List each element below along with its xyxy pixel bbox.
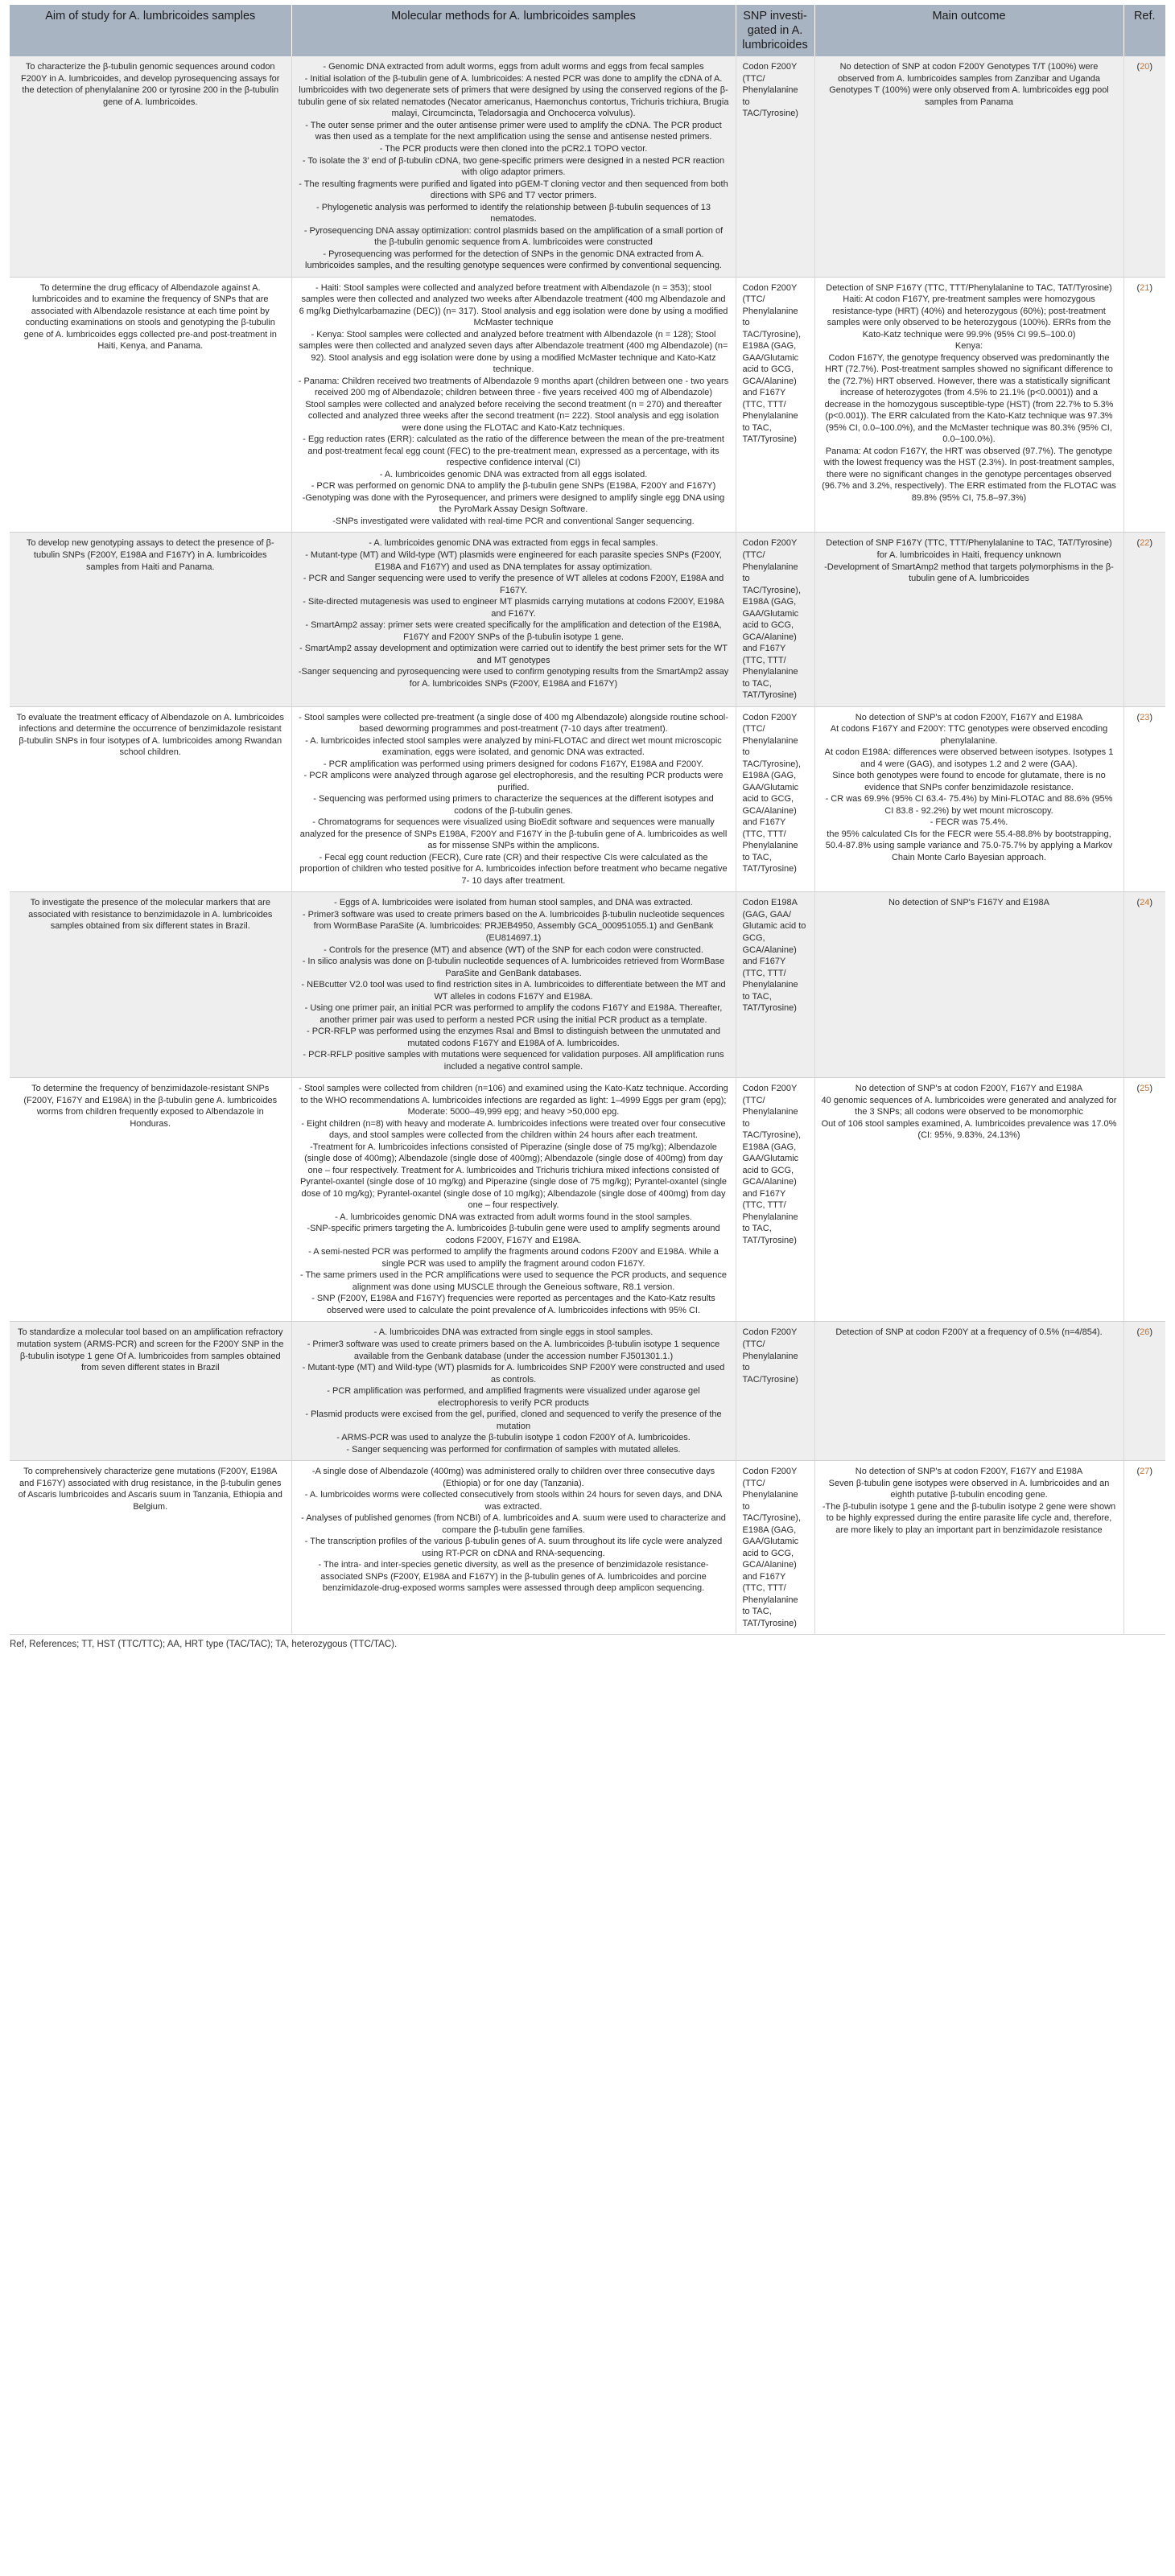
method-line: -SNP-specific primers targeting the A. lumbricoides β-tubulin gene were used to amplify segments around codons F200Y, F167Y and E198A.: [307, 1224, 720, 1245]
method-line: - The outer sense primer and the outer antisense primer were used to amplify the cDNA. The PCR product was then used as a template for the next amplification using the sense and antisense nested primers.: [305, 120, 722, 142]
method-line: Stool samples were collected and analyzed before receiving the second treatment (n = 270) and thereafter collected and analyzed three weeks after the second treatment (n= 222). Stool analysis and egg isolation were done using the FLOTAC and Kato-Katz techniques.: [305, 399, 722, 433]
method-line: - Mutant-type (MT) and Wild-type (WT) plasmids for A. lumbricoides SNP F200Y were constructed and used as controls.: [302, 1363, 725, 1385]
method-line: - Fecal egg count reduction (FECR), Cure rate (CR) and their respective CIs were calculated as the proportion of children who tested positive for A. lumbricoides infection before treatment who became negative 7- 10 days after treatment.: [299, 852, 728, 886]
cell-aim: To standardize a molecular tool based on an amplification refractory mutation system (ARMS-PCR) and screen for the F200Y SNP in the β-tubulin isotype 1 gene Of A. lumbricoides from samples obtained from seven different states in Brazil: [10, 1322, 291, 1461]
cell-outcome: [814, 1322, 1123, 1461]
method-line: - The PCR products were then cloned into the pCR2.1 TOPO vector.: [379, 143, 648, 154]
cell-methods: [291, 892, 736, 1078]
outcome-line: Codon F167Y, the genotype frequency observed was predominantly the HRT (72.7%). Post-treatment samples showed no significant difference to the (72.7%) HRT observed. However, there was a statistically significant increase of heterozygotes (from 4.5% to 21.1% (p<0.0001)) and a decrease in the homozygous susceptible-type (HST) (from 22.7% to 5.3% (p<0.001)). The ERR calculated from the Kato-Katz technique was 97.3% (95% CI, 0.0–100.0%), and the McMaster technique was 80.3% (95% CI, 0.0–100.0%).: [824, 352, 1114, 445]
cell-methods: [291, 1322, 736, 1461]
cell-snp: Codon F200Y (TTC/ Phenylalanine to TAC/Tyrosine), E198A (GAG, GAA/Glutamic acid to GCG, GCA/Alanine) and F167Y (TTC, TTT/ Phenylalanine to TAC, TAT/Tyrosine): [736, 533, 814, 706]
cell-snp: Codon F200Y (TTC/ Phenylalanine to TAC/Tyrosine), E198A (GAG, GAA/Glutamic acid to GCG, GCA/Alanine) and F167Y (TTC, TTT/ Phenylalanine to TAC, TAT/Tyrosine): [736, 277, 814, 533]
cell-snp: Codon F200Y (TTC/ Phenylalanine to TAC/Tyrosine): [736, 1322, 814, 1461]
method-line: - A. lumbricoides infected stool samples were analyzed by mini-FLOTAC and direct wet mount microscopic examination, eggs were isolated, and genomic DNA was extracted.: [305, 735, 722, 758]
cell-snp: Codon F200Y (TTC/ Phenylalanine to TAC/Tyrosine): [736, 56, 814, 277]
outcome-line: No detection of SNP's at codon F200Y, F167Y and E198A: [855, 1467, 1083, 1477]
outcome-line: Haiti: At codon F167Y, pre-treatment samples were homozygous resistance-type (HRT) (40%) and heterozygous (60%); post-treatment samples were only observed to be heterozygous (100%). ERRs from the Kato-Katz technique were 99.9% (95% CI 99.5–100.0): [827, 294, 1111, 339]
cell-ref: (24): [1123, 892, 1165, 1078]
method-line: - Controls for the presence (MT) and absence (WT) of the SNP for each codon were constructed.: [324, 944, 703, 955]
reference-link[interactable]: 25: [1140, 1084, 1150, 1094]
method-line: - Sanger sequencing was performed for confirmation of samples with mutated alleles.: [346, 1444, 681, 1455]
method-line: - Sequencing was performed using primers to characterize the sequences at the different isotypes and codons of the β-tubulin genes.: [313, 794, 714, 816]
method-line: - Stool samples were collected pre-treatment (a single dose of 400 mg Albendazole) alongside routine school-based deworming programmes and post-treatment (7-10 days after treatment).: [299, 712, 728, 735]
outcome-line: the 95% calculated CIs for the FECR were 55.4-88.8% by bootstrapping, 50.4-87.8% using sample variance and 75.0-75.7% by applying a Markov Chain Monte Carlo Bayesian approach.: [825, 829, 1113, 862]
cell-ref: (25): [1123, 1078, 1165, 1322]
outcome-line: -The β-tubulin isotype 1 gene and the β-tubulin isotype 2 gene were shown to be highly expressed during the entire parasite life cycle and, therefore, are more likely to play an important part in benzimidazole resistance: [822, 1501, 1116, 1535]
cell-snp: Codon F200Y (TTC/ Phenylalanine to TAC/Tyrosine), E198A (GAG, GAA/Glutamic acid to GCG, GCA/Alanine) and F167Y (TTC, TTT/ Phenylalanine to TAC, TAT/Tyrosine): [736, 1461, 814, 1635]
method-line: - SNP (F200Y, E198A and F167Y) frequencies were reported as percentages and the Kato-Katz results observed were used to calculate the point prevalence of A. lumbricoides infections with 95% CI.: [311, 1294, 715, 1315]
outcome-line: Detection of SNP at codon F200Y at a frequency of 0.5% (n=4/854).: [835, 1327, 1103, 1338]
method-line: - PCR amplification was performed, and amplified fragments were visualized under agarose gel electrophoresis to verify PCR products: [327, 1386, 700, 1408]
outcome-line: -Development of SmartAmp2 method that targets polymorphisms in the β-tubulin gene of A. lumbricoides: [824, 562, 1114, 584]
table-row: [10, 1322, 1165, 1461]
studies-table: [10, 5, 1165, 1635]
method-line: - PCR amplification was performed using primers designed for codons F167Y, E198A and F200Y.: [323, 759, 704, 769]
outcome-line: At codon E198A: differences were observed between isotypes. Isotypes 1 and 4 were (GAG), and isotypes 1.2 and 2 were (GAA).: [824, 747, 1114, 769]
outcome-line: Seven β-tubulin gene isotypes were observed in A. lumbricoides and an eighth putative β-tubulin encoding gene.: [828, 1478, 1110, 1500]
cell-snp: Codon F200Y (TTC/ Phenylalanine to TAC/Tyrosine), E198A (GAG, GAA/Glutamic acid to GCG, GCA/Alanine) and F167Y (TTC, TTT/ Phenylalanine to TAC, TAT/Tyrosine): [736, 1078, 814, 1322]
method-line: - The transcription profiles of the various β-tubulin genes of A. suum throughout its life cycle were analyzed using RT-PCR on cDNA and RNA-sequencing.: [304, 1537, 723, 1558]
table-row: [10, 1461, 1165, 1635]
method-line: - SmartAmp2 assay development and optimization were carried out to identify the best primer sets for the WT and MT genotypes: [299, 644, 728, 665]
method-line: - A. lumbricoides genomic DNA was extracted from all eggs isolated.: [379, 469, 648, 479]
method-line: - Pyrosequencing DNA assay optimization: control plasmids based on the amplification of a small portion of the β-tubulin genomic sequence from A. lumbricoides were constructed: [303, 225, 724, 248]
method-line: - The intra- and inter-species genetic diversity, as well as the presence of benzimidazole resistance-associated SNPs (F200Y, E198A and F167Y) in the β-tubulin genes of A. lumbricoides and porcine benzimidazole-drug-exposed worms samples were assessed through deep amplicon sequencing.: [318, 1560, 709, 1594]
outcome-line: Since both genotypes were found to encode for glutamate, there is no evidence that SNPs confer benzimidazole resistance.: [832, 771, 1106, 792]
reference-link[interactable]: 24: [1140, 898, 1150, 908]
outcome-line: Detection of SNP F167Y (TTC, TTT/Phenylalanine to TAC, TAT/Tyrosine) for A. lumbricoides in Haiti, frequency unknown: [826, 538, 1112, 560]
method-line: - PCR amplicons were analyzed through agarose gel electrophoresis, and the resulting PCR products were purified.: [303, 771, 724, 792]
method-line: - Plasmid products were excised from the gel, purified, cloned and sequenced to verify the presence of the mutation: [305, 1409, 722, 1431]
method-line: - SmartAmp2 assay: primer sets were created specifically for the amplification and detection of the E198A, F167Y and F200Y SNPs of the β-tubulin isotype 1 gene.: [305, 620, 722, 642]
table-row: [10, 277, 1165, 533]
outcome-line: No detection of SNP's F167Y and E198A: [888, 898, 1050, 908]
method-line: - Chromatograms for sequences were visualized using BioEdit software and sequences were manually analyzed for the presence of SNPs E198A, F200Y and F167Y in the β-tubulin gene of A. lumbricoides as well as for missense SNPs within the amplicons.: [299, 817, 728, 851]
cell-methods: [291, 533, 736, 706]
cell-ref: (21): [1123, 277, 1165, 533]
reference-link[interactable]: 23: [1140, 712, 1150, 722]
reference-link[interactable]: 21: [1140, 282, 1150, 293]
method-line: - The resulting fragments were purified and ligated into pGEM-T cloning vector and then sequenced from both directions with SP6 and T7 vector primers.: [299, 179, 728, 201]
method-line: - The same primers used in the PCR amplifications were used to sequence the PCR products, and sequence alignment was done using MUSCLE through the Geneious software, R8.1 version.: [300, 1270, 727, 1292]
cell-ref: (23): [1123, 706, 1165, 892]
cell-aim: To comprehensively characterize gene mutations (F200Y, E198A and F167Y) associated with drug resistance, in the β-tubulin genes of Ascaris lumbricoides and Ascaris suum in Tanzania, Ethiopia and Belgium.: [10, 1461, 291, 1635]
method-line: -Sanger sequencing and pyrosequencing were used to confirm genotyping results from the SmartAmp2 assay for A. lumbricoides SNPs (F200Y, E198A and F167Y): [298, 667, 729, 689]
header-aim: Aim of study for A. lumbricoides samples: [10, 5, 291, 56]
method-line: - Stool samples were collected from children (n=106) and examined using the Kato-Katz technique. According to the WHO recommendations A. lumbricoides infections are regarded as light: 1–4999 Eggs per gram (epg); Moderate: 5000–49,999 epg; and heavy >50,000 epg.: [299, 1084, 728, 1117]
cell-outcome: [814, 277, 1123, 533]
outcome-line: - FECR was 75.4%.: [930, 817, 1008, 828]
outcome-line: At codons F167Y and F200Y: TTC genotypes were observed encoding phenylalanine.: [830, 724, 1108, 746]
cell-ref: (27): [1123, 1461, 1165, 1635]
cell-aim: To investigate the presence of the molecular markers that are associated with resistance to benzimidazole in A. lumbricoides samples obtained from six different states in Brazil.: [10, 892, 291, 1078]
method-line: - Site-directed mutagenesis was used to engineer MT plasmids carrying mutations at codons F200Y, E198A and F167Y.: [303, 597, 724, 619]
outcome-line: No detection of SNP at codon F200Y Genotypes T/T (100%) were observed from A. lumbricoides samples from Zanzibar and Uganda Genotypes T (100%) were only observed from A. lumbricoides egg pool samples from Panama: [829, 62, 1109, 107]
method-line: - Primer3 software was used to create primers based on the A. lumbricoides β-tubulin nucleotide sequences from WormBase ParaSite (A. lumbricoides: PRJEB4950, Assembly GCA_000951055.1) and GenBank (EU814697.1): [302, 909, 725, 943]
cell-methods: [291, 1461, 736, 1635]
method-line: - A semi-nested PCR was performed to amplify the fragments around codons F200Y and E198A. While a single PCR was used to amplify the fragment around codon F167Y.: [308, 1247, 719, 1269]
cell-ref: (22): [1123, 533, 1165, 706]
cell-outcome: [814, 1461, 1123, 1635]
method-line: - Panama: Children received two treatments of Albendazole 9 months apart (children between one - two years received 200 mg of Albendazole; children between three - five years received 400 mg of Albendazole): [298, 376, 729, 398]
header-outcome: Main outcome: [814, 5, 1123, 56]
reference-link[interactable]: 20: [1140, 62, 1150, 72]
reference-link[interactable]: 27: [1140, 1467, 1150, 1477]
method-line: - PCR and Sanger sequencing were used to verify the presence of WT alleles at codons F200Y, E198A and F167Y.: [303, 574, 724, 595]
method-line: -SNPs investigated were validated with real-time PCR and conventional Sanger sequencing.: [332, 516, 695, 526]
cell-outcome: [814, 706, 1123, 892]
outcome-line: Panama: At codon F167Y, the HRT was observed (97.7%). The genotype with the lowest frequency was the HST (2.3%). In post-treatment samples, there were no significant changes in the genotype percentages observed (96.7% and 3.2%, respectively). The ERR estimated from the FLOTAC was 89.8% (95% CI, 75.8–97.3%): [822, 446, 1116, 503]
header-ref: Ref.: [1123, 5, 1165, 56]
table-row: [10, 706, 1165, 892]
table-header-row: [10, 5, 1165, 56]
cell-methods: [291, 1078, 736, 1322]
outcome-line: Kenya:: [954, 341, 983, 352]
cell-aim: To develop new genotyping assays to detect the presence of β-tubulin SNPs (F200Y, E198A and F167Y) in A. lumbricoides samples from Haiti and Panama.: [10, 533, 291, 706]
table-row: [10, 1078, 1165, 1322]
method-line: - Mutant-type (MT) and Wild-type (WT) plasmids were engineered for each parasite species SNPs (F200Y, E198A and F167Y) and used as DNA templates for assay optimization.: [305, 550, 722, 572]
table-body: [10, 56, 1165, 1635]
method-line: - NEBcutter V2.0 tool was used to find restriction sites in A. lumbricoides to differentiate between the MT and WT alleles in codons F167Y and E198A.: [301, 980, 726, 1002]
cell-snp: Codon E198A (GAG, GAA/ Glutamic acid to GCG, GCA/Alanine) and F167Y (TTC, TTT/ Phenylalanine to TAC, TAT/Tyrosine): [736, 892, 814, 1078]
cell-ref: (20): [1123, 56, 1165, 277]
method-line: -Treatment for A. lumbricoides infections consisted of Piperazine (single dose of 75 mg/kg); Albendazole (single dose of 400mg); Albendazole (single dose of 400mg); Albendazole (single dose of 400mg) from day one – four respectively. Treatment for A. lumbricoides and Trichuris trichiura mixed infections consisted of Pyrantel-oxantel (single dose of 10 mg/kg) and Piperazine (single dose of 75 mg/kg); Pyrantel-oxantel (single dose of 10 mg/kg); Pyrantel-oxantel (single dose of 10 mg/kg); Albendazole (single dose of 400mg) from day one – four respectively.: [299, 1142, 728, 1211]
method-line: - Eight children (n=8) with heavy and moderate A. lumbricoides infections were treated over four consecutive days, and stool samples were collected from the children within 24 hours after each treatment.: [301, 1118, 726, 1141]
method-line: - Primer3 software was used to create primers based on the A. lumbricoides β-tubulin isotype 1 sequence available from the Genbank database (under the accession number FJ501301.1.): [307, 1339, 720, 1361]
method-line: - ARMS-PCR was used to analyze the β-tubulin isotype 1 codon F200Y of A. lumbricoides.: [336, 1433, 691, 1443]
outcome-line: Detection of SNP F167Y (TTC, TTT/Phenylalanine to TAC, TAT/Tyrosine): [826, 282, 1112, 293]
method-line: - Analyses of published genomes (from NCBI) of A. lumbricoides and A. suum were used to characterize and compare the β-tubulin gene families.: [301, 1513, 726, 1535]
cell-outcome: [814, 533, 1123, 706]
method-line: - To isolate the 3′ end of β-tubulin cDNA, two gene-specific primers were designed in a nested PCR reaction with oligo adaptor primers.: [302, 155, 725, 178]
cell-aim: To determine the drug efficacy of Albendazole against A. lumbricoides and to examine the frequency of SNPs that are associated with Albendazole resistance at each time point by conducting examinations on stools and genotyping the β-tubulin gene of A. lumbricoides eggs collected pre-and post-treatment in Haiti, Kenya, and Panama.: [10, 277, 291, 533]
table-row: [10, 56, 1165, 277]
method-line: - PCR-RFLP positive samples with mutations were sequenced for validation purposes. All amplification runs included a negative control sample.: [303, 1050, 724, 1072]
table-row: [10, 533, 1165, 706]
outcome-line: - CR was 69.9% (95% CI 63.4- 75.4%) by Mini-FLOTAC and 88.6% (95% CI 83.8 - 92.2%) by wet mount microscopy.: [825, 794, 1113, 816]
cell-outcome: [814, 892, 1123, 1078]
method-line: - Egg reduction rates (ERR): calculated as the ratio of the difference between the mean of the pre-treatment and post-treatment fecal egg count (FEC) to the pre-treatment mean, expressed as a percentage, with its respective confidence interval (CI): [303, 434, 724, 468]
method-line: - A. lumbricoides genomic DNA was extracted from adult worms found in the stool samples.: [335, 1212, 692, 1222]
cell-snp: Codon F200Y (TTC/ Phenylalanine to TAC/Tyrosine), E198A (GAG, GAA/Glutamic acid to GCG, GCA/Alanine) and F167Y (TTC, TTT/ Phenylalanine to TAC, TAT/Tyrosine): [736, 706, 814, 892]
method-line: - A. lumbricoides DNA was extracted from single eggs in stool samples.: [373, 1327, 653, 1338]
reference-link[interactable]: 22: [1140, 538, 1150, 549]
method-line: - A. lumbricoides genomic DNA was extracted from eggs in fecal samples.: [369, 538, 658, 549]
outcome-line: No detection of SNP's at codon F200Y, F167Y and E198A: [855, 712, 1083, 722]
cell-aim: To determine the frequency of benzimidazole-resistant SNPs (F200Y, F167Y and E198A) in the β-tubulin gene A. lumbricoides worms from children frequently exposed to Albendazole in Honduras.: [10, 1078, 291, 1322]
method-line: - Kenya: Stool samples were collected and analyzed before treatment with Albendazole (n = 128); Stool samples were then collected and analyzed seven days after Albendazole treatment (400 mg Albendazole) (n= 92). Stool analysis and egg isolation were done by using a modified McMaster technique and Kato-Katz technique.: [299, 329, 728, 375]
cell-aim: To characterize the β-tubulin genomic sequences around codon F200Y in A. lumbricoides, and develop pyrosequencing assays for the detection of phenylalanine 200 or tyrosine 200 in the β-tubulin gene of A. lumbricoides.: [10, 56, 291, 277]
table-footnote: Ref, References; TT, HST (TTC/TTC); AA, HRT type (TAC/TAC); TA, heterozygous (TTC/TAC).: [10, 1640, 398, 1650]
cell-aim: To evaluate the treatment efficacy of Albendazole on A. lumbricoides infections and determine the occurrence of benzimidazole resistant β-tubulin SNPs in four isotypes of A. lumbricoides among Rwandan school children.: [10, 706, 291, 892]
method-line: - A. lumbricoides worms were collected consecutively from stools within 24 hours for seven days, and DNA was extracted.: [304, 1490, 723, 1512]
cell-methods: [291, 706, 736, 892]
reference-link[interactable]: 26: [1140, 1327, 1150, 1338]
header-snp: SNP investi-gated in A. lumbricoides: [736, 5, 814, 56]
outcome-line: 40 genomic sequences of A. lumbricoides were generated and analyzed for the 3 SNPs; all codons were observed to be monomorphic: [821, 1095, 1117, 1117]
method-line: -Genotyping was done with the Pyrosequencer, and primers were designed to amplify single egg DNA using the PyroMark Assay Design Software.: [302, 492, 725, 515]
cell-methods: [291, 277, 736, 533]
method-line: - Pyrosequencing was performed for the detection of SNPs in the genomic DNA extracted from A. lumbricoides samples, and the resulting genotype sequences were confirmed by conventional sequencing.: [305, 249, 722, 271]
method-line: - Phylogenetic analysis was performed to identify the relationship between β-tubulin sequences of 13 nematodes.: [316, 202, 711, 224]
cell-outcome: [814, 1078, 1123, 1322]
method-line: - PCR was performed on genomic DNA to amplify the β-tubulin gene SNPs (E198A, F200Y and F167Y): [311, 481, 716, 492]
cell-outcome: [814, 56, 1123, 277]
table-row: [10, 892, 1165, 1078]
method-line: - Initial isolation of the β-tubulin gene of A. lumbricoides: A nested PCR was done to amplify the cDNA of A. lumbricoides with two degenerate sets of primers that were designed by using the conserved regions of the β-tubulin gene of six related nematodes (Necator americanus, Haemonchus contortus, Trichuris trichiura, Brugia malayi, Circumcincta, Teladorsagia and Onchocerca volvulus).: [298, 73, 729, 119]
method-line: - Haiti: Stool samples were collected and analyzed before treatment with Albendazole (n = 353); stool samples were then collected and analyzed two weeks after Albendazole treatment (400 mg Albendazole and 6 mg/kg Diethylcarbamazine (DEC)) (n= 317). Stool analysis and egg isolation were done by using a modified McMaster technique: [299, 282, 728, 328]
method-line: - Using one primer pair, an initial PCR was performed to amplify the codons F167Y and E198A. Thereafter, another primer pair was used to perform a nested PCR using the initial PCR product as a template.: [304, 1003, 723, 1025]
cell-ref: (26): [1123, 1322, 1165, 1461]
method-line: - PCR-RFLP was performed using the enzymes RsaI and BmsI to distinguish between the unmutated and mutated codons F167Y and E198A of A. lumbricoides.: [306, 1027, 720, 1048]
outcome-line: No detection of SNP's at codon F200Y, F167Y and E198A: [855, 1084, 1083, 1094]
cell-methods: [291, 56, 736, 277]
header-methods: Molecular methods for A. lumbricoides samples: [291, 5, 736, 56]
outcome-line: Out of 106 stool samples examined, A. lumbricoides prevalence was 17.0% (CI: 95%, 9.83%, 24.13%): [821, 1118, 1117, 1141]
method-line: -A single dose of Albendazole (400mg) was administered orally to children over three consecutive days (Ethiopia) or for one day (Tanzania).: [311, 1467, 715, 1488]
method-line: - Eggs of A. lumbricoides were isolated from human stool samples, and DNA was extracted.: [334, 898, 693, 908]
method-line: - In silico analysis was done on β-tubulin nucleotide sequences of A. lumbricoides retrieved from WormBase ParaSite and GenBank databases.: [302, 957, 725, 978]
method-line: - Genomic DNA extracted from adult worms, eggs from adult worms and eggs from fecal samples: [323, 62, 704, 72]
